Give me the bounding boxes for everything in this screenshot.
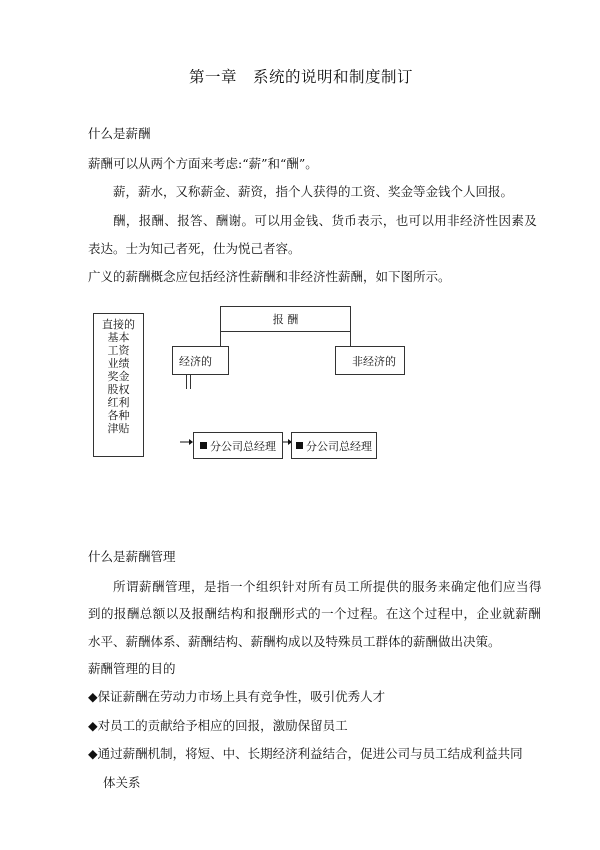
left-box-item: 业绩 [107, 357, 130, 370]
compensation-box: 报 酬 [220, 306, 351, 332]
paragraph-line: 薪酬可以从两个方面来考虑:“薪”和“酬”。 [88, 156, 318, 171]
page-title: 第一章 系统的说明和制度制订 [189, 68, 414, 86]
paragraph-line: 到的报酬总额以及报酬结构和报酬形式的一个过程。在这个过程中，企业就薪酬 [88, 606, 542, 621]
connector-line [190, 374, 191, 389]
branch-manager-box-1 [193, 432, 283, 459]
non-economic-box: 非经济的 [335, 346, 405, 375]
connector-line [186, 374, 187, 389]
left-box-item: 股权 [107, 383, 130, 396]
diagram-left-box [93, 313, 144, 457]
paragraph-line: 所谓薪酬管理，是指一个组织针对所有员工所提供的服务来确定他们应当得 [113, 579, 543, 594]
section-heading-salary: 什么是薪酬 [88, 126, 151, 141]
economic-box: 经济的 [172, 346, 229, 375]
paragraph-line: 水平、薪酬体系、薪酬结构、薪酬构成以及特殊员工群体的薪酬做出决策。 [88, 634, 501, 649]
left-box-item: 基本 [107, 331, 130, 344]
left-box-item: 各种 [107, 409, 130, 422]
left-box-item: 工资 [107, 344, 130, 357]
branch-manager-box-2 [291, 432, 377, 459]
left-box-item: 津贴 [107, 422, 130, 435]
bullet-item: ◆保证薪酬在劳动力市场上具有竞争性，吸引优秀人才 [88, 689, 386, 704]
purpose-heading: 薪酬管理的目的 [88, 661, 176, 676]
arrow-right-icon [180, 437, 194, 447]
connector-line [350, 331, 351, 346]
branch-manager-label: 分公司总经理 [306, 439, 372, 453]
left-box-item: 奖金 [107, 370, 130, 383]
connector-line [220, 331, 221, 346]
left-box-item: 红利 [107, 396, 130, 409]
paragraph-line: 广义的薪酬概念应包括经济性薪酬和非经济性薪酬，如下图所示。 [88, 269, 451, 284]
bullet-item: ◆通过薪酬机制，将短、中、长期经济利益结合，促进公司与员工结成利益共同 [88, 746, 523, 761]
square-bullet-icon [296, 442, 303, 449]
section-heading-salary-management: 什么是薪酬管理 [88, 549, 176, 564]
branch-manager-label: 分公司总经理 [210, 439, 276, 453]
bullet-item-continuation: 体关系 [103, 775, 141, 790]
paragraph-line: 薪，薪水，又称薪金、薪资，指个人获得的工资、奖金等金钱个人回报。 [113, 184, 514, 199]
paragraph-line: 表达。士为知己者死，仕为悦己者容。 [88, 241, 301, 256]
left-box-item: 直接的 [102, 318, 135, 331]
paragraph-line: 酬，报酬、报答、酬谢。可以用金钱、货币表示，也可以用非经济性因素及 [113, 213, 538, 228]
bullet-item: ◆对员工的贡献给予相应的回报，激励保留员工 [88, 718, 348, 733]
square-bullet-icon [200, 442, 207, 449]
